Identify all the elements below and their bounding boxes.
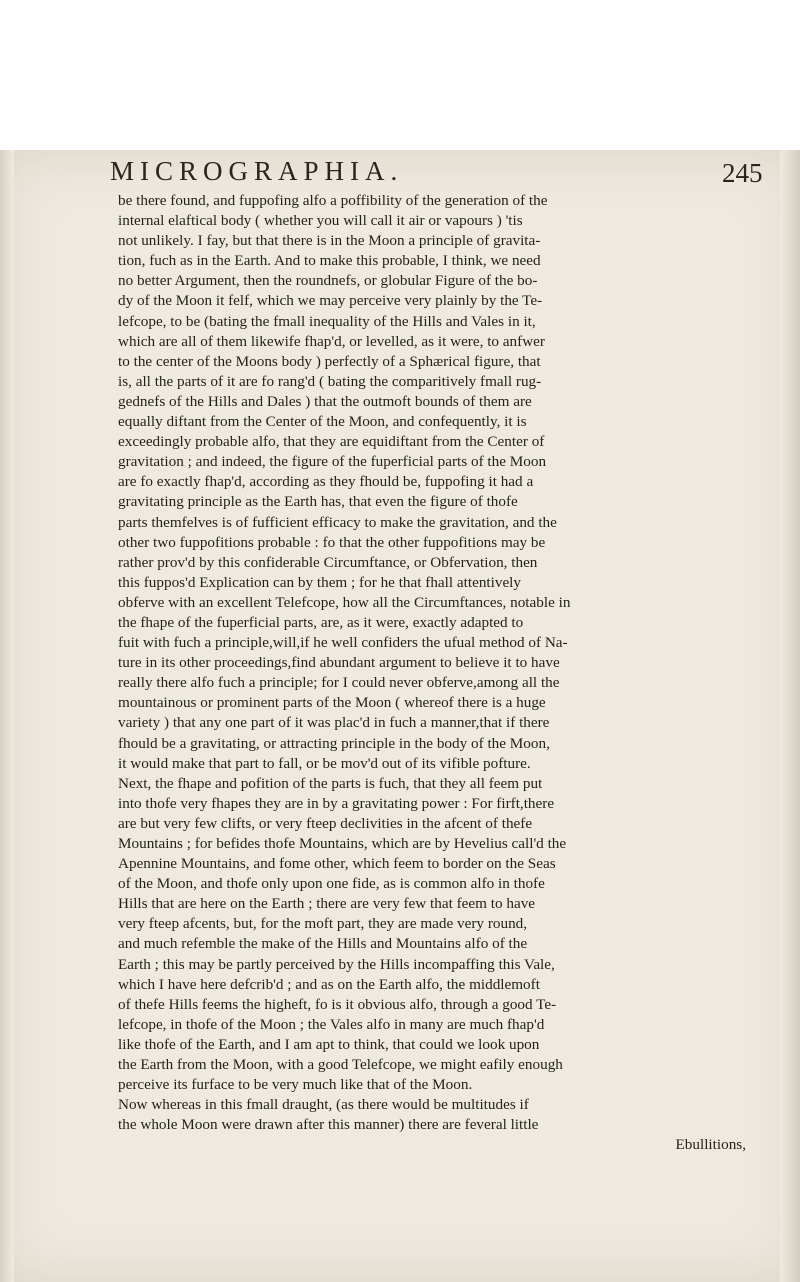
- text-line: into thofe very fhapes they are in by a gravitating power : For firft,there: [118, 794, 555, 812]
- text-line: fuit with fuch a principle,will,if he well confiders the ufual method of Na-: [118, 634, 568, 652]
- text-line: like thofe of the Earth, and I am apt to think, that could we look upon: [118, 1035, 540, 1053]
- text-line: not unlikely. I fay, but that there is in the Moon a principle of gravita-: [118, 232, 541, 250]
- text-line: Earth ; this may be partly perceived by the Hills incompaffing this Vale,: [118, 955, 555, 973]
- text-line: and much refemble the make of the Hills and Mountains alfo of the: [118, 935, 528, 953]
- text-line: to the center of the Moons body ) perfectly of a Sphærical figure, that: [118, 352, 541, 370]
- text-line: really there alfo fuch a principle; for I could never obferve,among all the: [118, 674, 560, 692]
- page-number: 245: [722, 158, 763, 188]
- text-line: equally diftant from the Center of the Moon, and confequently, it is: [118, 413, 527, 431]
- text-line: which I have here defcrib'd ; and as on the Earth alfo, the middlemoft: [118, 975, 540, 993]
- text-line: exceedingly probable alfo, that they are equidiftant from the Center of: [118, 433, 545, 451]
- text-line: no better Argument, then the roundnefs, or globular Figure of the bo-: [118, 272, 538, 290]
- text-line: Apennine Mountains, and fome other, which feem to border on the Seas: [118, 855, 556, 873]
- running-head: MICROGRAPHIA.: [110, 156, 404, 186]
- text-line: rather prov'd by this confiderable Circumftance, or Obfervation, then: [118, 553, 538, 571]
- page-edge-right: [780, 150, 800, 1282]
- text-line: Hills that are here on the Earth ; there are very few that feem to have: [118, 895, 536, 913]
- text-line: other two fuppofitions probable : fo that the other fuppofitions may be: [118, 533, 546, 551]
- text-line: of the Moon, and thofe only upon one fide, as is common alfo in thofe: [118, 875, 545, 893]
- text-line: be there found, and fuppofing alfo a poffibility of the generation of the: [118, 192, 548, 209]
- page-edge-left: [0, 150, 14, 1282]
- text-line: lefcope, in thofe of the Moon ; the Vales alfo in many are much fhap'd: [118, 1015, 545, 1033]
- text-line: fhould be a gravitating, or attracting principle in the body of the Moon,: [118, 734, 550, 752]
- text-line: tion, fuch as in the Earth. And to make this probable, I think, we need: [118, 252, 541, 270]
- text-line: internal elaftical body ( whether you will call it air or vapours ) 'tis: [118, 212, 523, 230]
- text-line: the whole Moon were drawn after this manner) there are feveral little: [118, 1116, 539, 1134]
- text-line: of thefe Hills feems the higheft, fo is it obvious alfo, through a good Te-: [118, 995, 557, 1013]
- text-line: gravitation ; and indeed, the figure of the fuperficial parts of the Moon: [118, 453, 547, 471]
- text-line: Ebullitions,: [675, 1136, 746, 1154]
- text-line: which are all of them likewife fhap'd, or levelled, as it were, to anfwer: [118, 332, 545, 350]
- text-line: the fhape of the fuperficial parts, are, as it were, exactly adapted to: [118, 613, 524, 631]
- text-line: Now whereas in this fmall draught, (as there would be multitudes if: [118, 1096, 529, 1114]
- text-line: this fuppos'd Explication can by them ; for he that fhall attentively: [118, 573, 521, 591]
- text-line: gednefs of the Hills and Dales ) that the outmoft bounds of them are: [118, 392, 532, 410]
- text-line: mountainous or prominent parts of the Moon ( whereof there is a huge: [118, 694, 546, 712]
- text-line: parts themfelves is of fufficient efficacy to make the gravitation, and the: [118, 513, 557, 531]
- text-line: lefcope, to be (bating the fmall inequality of the Hills and Vales in it,: [118, 312, 536, 330]
- text-line: are fo exactly fhap'd, according as they fhould be, fuppofing it had a: [118, 473, 534, 491]
- text-line: obferve with an excellent Telefcope, how all the Circumftances, notable in: [118, 593, 571, 611]
- text-line: dy of the Moon it felf, which we may perceive very plainly by the Te-: [118, 292, 543, 310]
- text-line: is, all the parts of it are fo rang'd ( bating the comparitively fmall rug-: [118, 372, 542, 390]
- text-line: the Earth from the Moon, with a good Telefcope, we might eafily enough: [118, 1056, 563, 1074]
- text-line: ture in its other proceedings,find abundant argument to believe it to have: [118, 654, 560, 672]
- text-line: it would make that part to fall, or be mov'd out of its vifible pofture.: [118, 754, 531, 772]
- text-line: Next, the fhape and pofition of the parts is fuch, that they all feem put: [118, 774, 543, 792]
- text-line: perceive its furface to be very much like that of the Moon.: [118, 1076, 473, 1094]
- text-line: gravitating principle as the Earth has, that even the figure of thofe: [118, 493, 518, 511]
- text-line: Mountains ; for befides thofe Mountains, which are by Hevelius call'd the: [118, 835, 567, 852]
- body-text: [118, 191, 746, 1156]
- text-line: are but very few clifts, or very fteep declivities in the afcent of thefe: [118, 814, 533, 832]
- text-line: variety ) that any one part of it was plac'd in fuch a manner,that if there: [118, 714, 550, 732]
- text-line: very fteep afcents, but, for the moft part, they are made very round,: [118, 915, 528, 933]
